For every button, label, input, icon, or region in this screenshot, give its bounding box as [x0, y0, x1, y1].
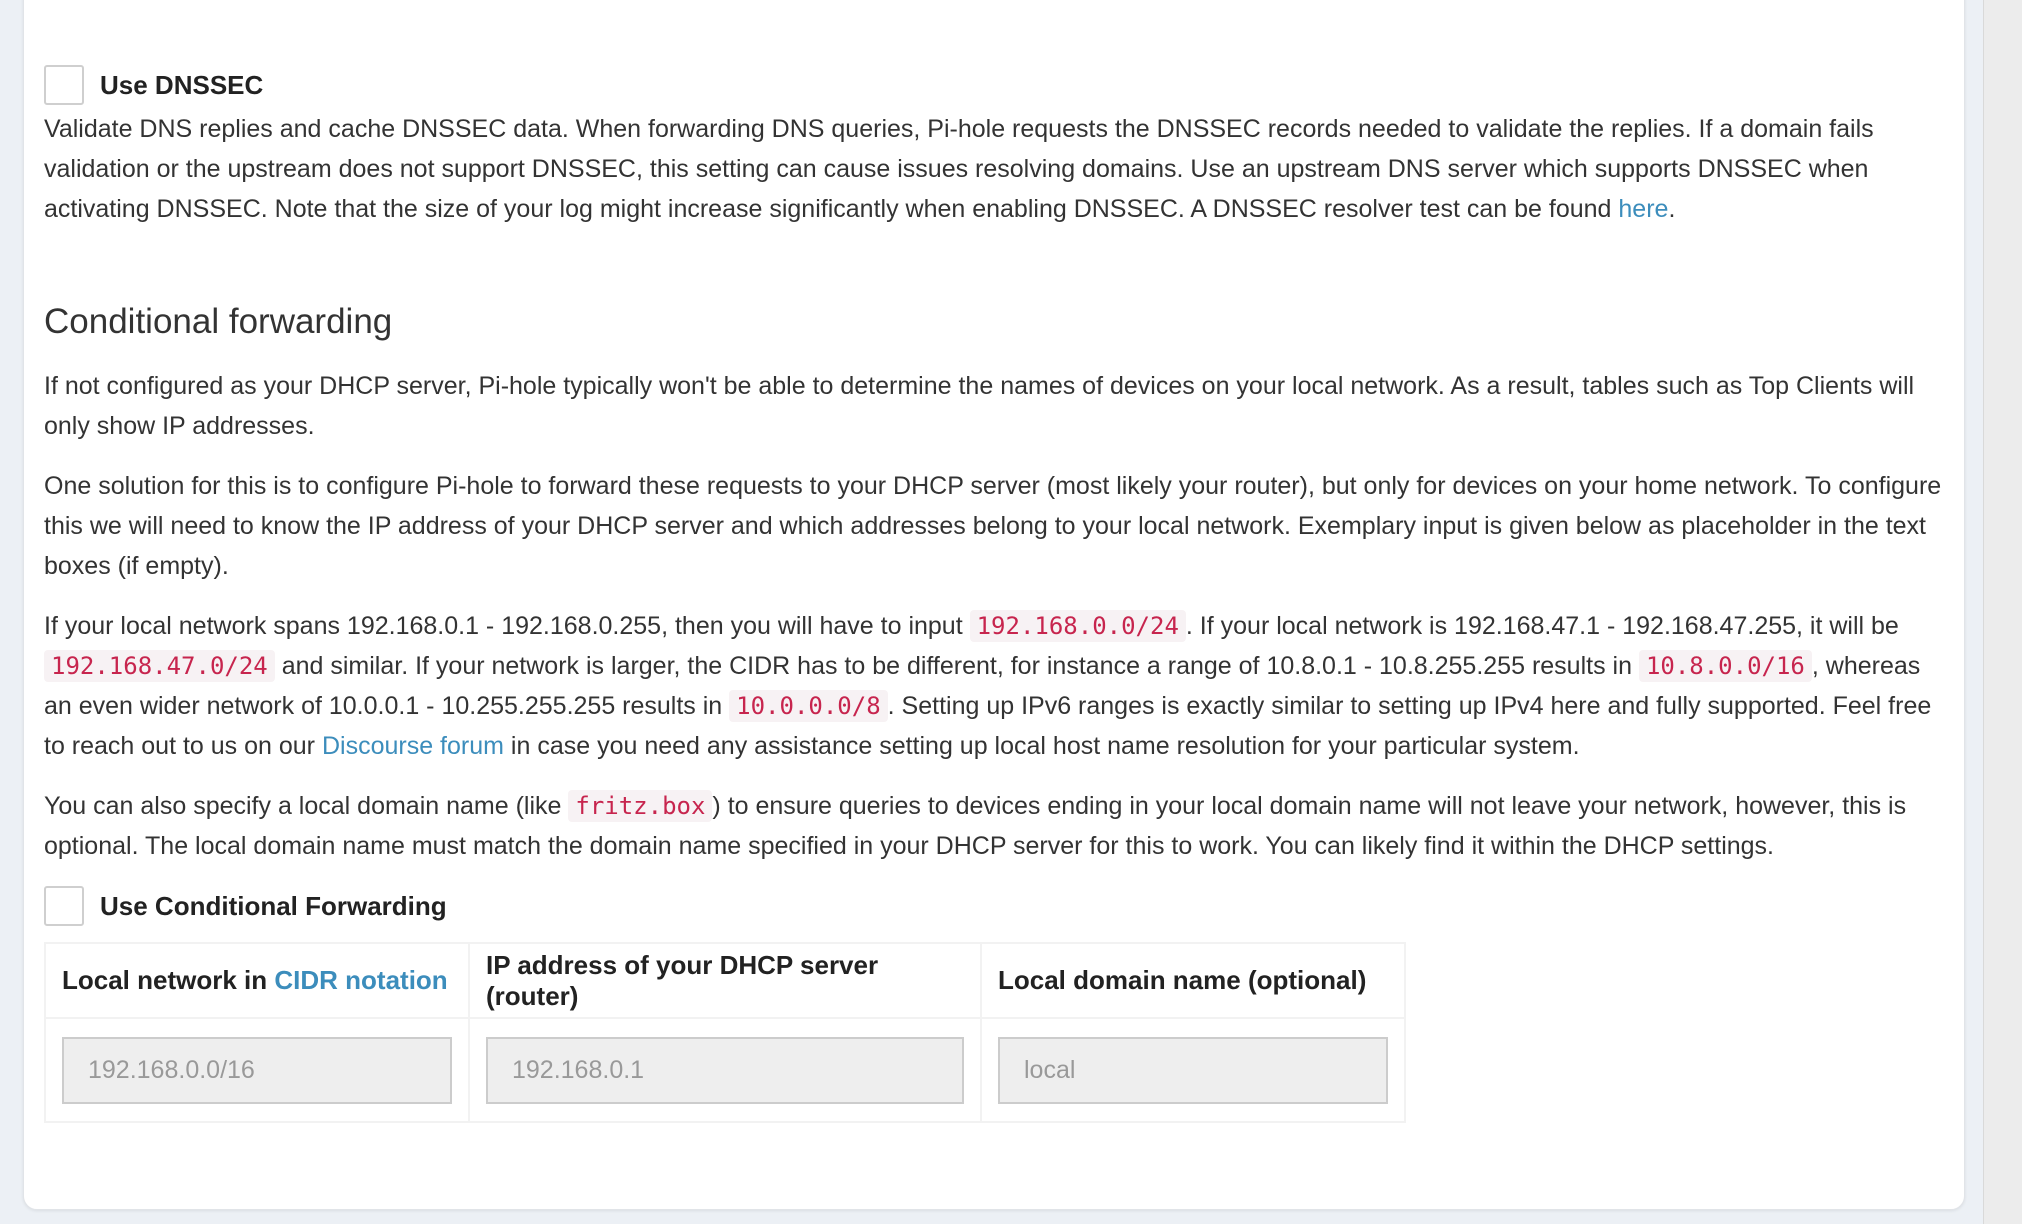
header-dhcp-server-ip: IP address of your DHCP server (router)	[469, 943, 981, 1018]
page-scrollbar[interactable]	[1983, 0, 2022, 1224]
cell-local-network	[45, 1018, 469, 1122]
p3-text-1: If your local network spans 192.168.0.1 - 192.168.0.255, then you will have to input	[44, 612, 970, 640]
cell-local-domain	[981, 1018, 1405, 1122]
dnssec-description-end: .	[1668, 195, 1676, 223]
dnssec-checkbox-row[interactable]	[44, 65, 263, 105]
dnssec-description-text: Validate DNS replies and cache DNSSEC data. When forwarding DNS queries, Pi-hole requests the DNSSEC records needed to validate the replies. If a domain fails validation or the upstream does not support DNSSEC, this setting can cause issues resolving domains. Use an upstream DNS server which supports DNSSEC when activating DNSSEC. Note that the size of your log might increase significantly when enabling DNSSEC. A DNSSEC resolver test can be found	[44, 115, 1874, 223]
conditional-paragraph-4	[44, 786, 1944, 866]
p3-text-4: , whereas an even wider network of 10.0.0.1 - 10.255.255.255 results in	[44, 652, 1921, 720]
dnssec-test-link[interactable]: here	[1618, 195, 1669, 223]
table-header-row	[45, 943, 1405, 1018]
p3-text-2: . If your local network is 192.168.47.1 - 192.168.47.255, it will be	[1185, 612, 1899, 640]
cidr-notation-link[interactable]: CIDR notation	[274, 965, 448, 995]
table-row	[45, 1018, 1405, 1122]
conditional-forwarding-checkbox[interactable]	[44, 886, 84, 926]
header-local-network-label: Local network in	[62, 965, 275, 995]
local-network-input[interactable]	[62, 1037, 452, 1104]
conditional-forwarding-checkbox-label[interactable]: Use Conditional Forwarding	[100, 890, 447, 921]
p3-text-5: . Setting up IPv6 ranges is exactly similar to setting up IPv4 here and fully supported. Feel free to reach out to us on our	[44, 692, 1932, 760]
p4-text-2: ) to ensure queries to devices ending in your local domain name will not leave your network, however, this is optional. The local domain name must match the domain name specified in your DHCP server for this to work. You can likely find it within the DHCP settings.	[44, 792, 1907, 860]
domain-example: fritz.box	[568, 790, 712, 822]
p4-text-1: You can also specify a local domain name (like	[44, 792, 569, 820]
conditional-paragraph-1: If not configured as your DHCP server, Pi-hole typically won't be able to determine the names of devices on your local network. As a result, tables such as Top Clients will only show IP addresses.	[44, 372, 1915, 440]
header-local-domain: Local domain name (optional)	[981, 943, 1405, 1018]
discourse-forum-link[interactable]: Discourse forum	[321, 732, 504, 760]
conditional-forwarding-table	[44, 942, 1406, 1123]
cidr-example-8: 10.0.0.0/8	[729, 690, 888, 722]
cell-dhcp-server-ip	[469, 1018, 981, 1122]
p3-text-6: in case you need any assistance setting up local host name resolution for your particular system.	[503, 732, 1580, 760]
dnssec-checkbox[interactable]	[44, 65, 84, 105]
local-domain-input[interactable]	[998, 1037, 1388, 1104]
conditional-forwarding-checkbox-row[interactable]	[44, 886, 447, 926]
p3-text-3: and similar. If your network is larger, the CIDR has to be different, for instance a range of 10.8.0.1 - 10.8.255.255 results in	[274, 652, 1639, 680]
conditional-paragraph-2: One solution for this is to configure Pi-hole to forward these requests to your DHCP server (most likely your router), but only for devices on your home network. To configure this we will need to know the IP address of your DHCP server and which addresses belong to your local network. Exemplary input is given below as placeholder in the text boxes (if empty).	[44, 472, 1942, 580]
dnssec-description	[44, 109, 1944, 229]
cidr-example-47-24: 192.168.47.0/24	[44, 650, 275, 682]
cidr-example-24: 192.168.0.0/24	[970, 610, 1186, 642]
cidr-example-16: 10.8.0.0/16	[1639, 650, 1812, 682]
header-local-network	[45, 943, 469, 1018]
conditional-forwarding-heading: Conditional forwarding	[44, 302, 393, 341]
conditional-paragraph-3	[44, 606, 1944, 766]
dnssec-checkbox-label[interactable]: Use DNSSEC	[100, 69, 264, 100]
dhcp-server-ip-input[interactable]	[486, 1037, 964, 1104]
